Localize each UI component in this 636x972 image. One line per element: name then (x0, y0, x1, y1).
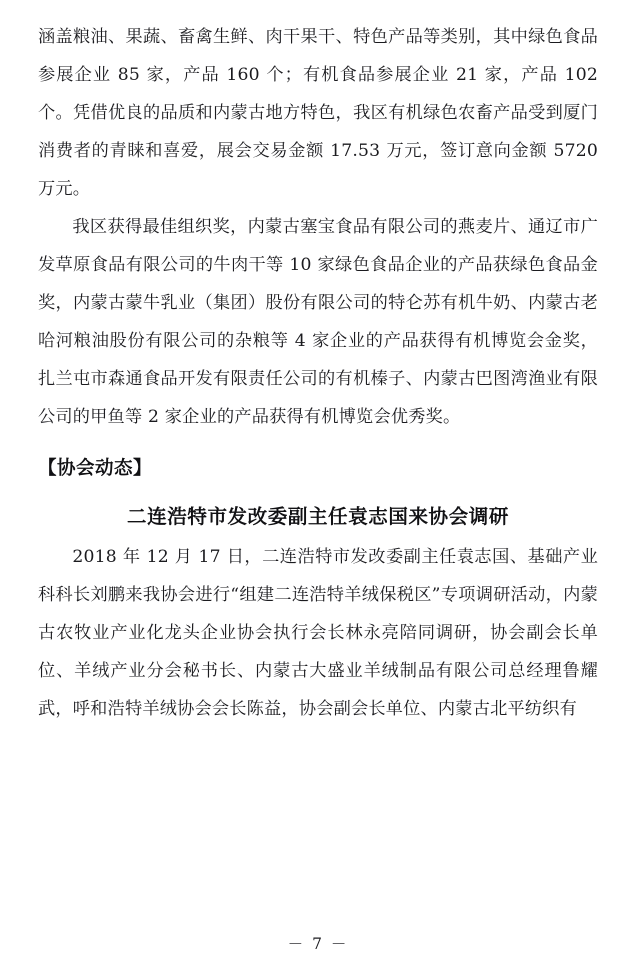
section-heading: 【协会动态】 (38, 458, 153, 479)
paragraph-article-body: 2018 年 12 月 17 日，二连浩特市发改委副主任袁志国、基础产业科科长刘鹏来我协会进行“组建二连浩特羊绒保税区”专项调研活动，内蒙古农牧业产业化龙头企业协会执行会长林永亮陪同调研，协会副会长单位、羊绒产业分会秘书长、内蒙古大盛业羊绒制品有限公司总经理鲁耀武，呼和浩特羊绒协会会长陈益，协会副会长单位、内蒙古北平纺织有 (38, 547, 598, 719)
page-number: － 7 － (287, 935, 349, 953)
paragraph-awards: 我区获得最佳组织奖，内蒙古塞宝食品有限公司的燕麦片、通辽市广发草原食品有限公司的牛肉干等 10 家绿色食品企业的产品获绿色食品金奖，内蒙古蒙牛乳业（集团）股份有限公司的特仑苏有机牛奶、内蒙古老哈河粮油股份有限公司的杂粮等 4 家企业的产品获得有机博览会金奖，扎兰屯市森通食品开发有限责任公司的有机榛子、内蒙古巴图湾渔业有限公司的甲鱼等 2 家企业的产品获得有机博览会优秀奖。 (38, 217, 598, 427)
article-title: 二连浩特市发改委副主任袁志国来协会调研 (127, 505, 509, 528)
paragraph-continuation: 涵盖粮油、果蔬、畜禽生鲜、肉干果干、特色产品等类别，其中绿色食品参展企业 85 家，产品 160 个；有机食品参展企业 21 家，产品 102 个。凭借优良的品质和内蒙古地方特色，我区有机绿色农畜产品受到厦门消费者的青睐和喜爱，展会交易金额 17.53 万元，签订意向金额 5720 万元。 (38, 27, 598, 199)
